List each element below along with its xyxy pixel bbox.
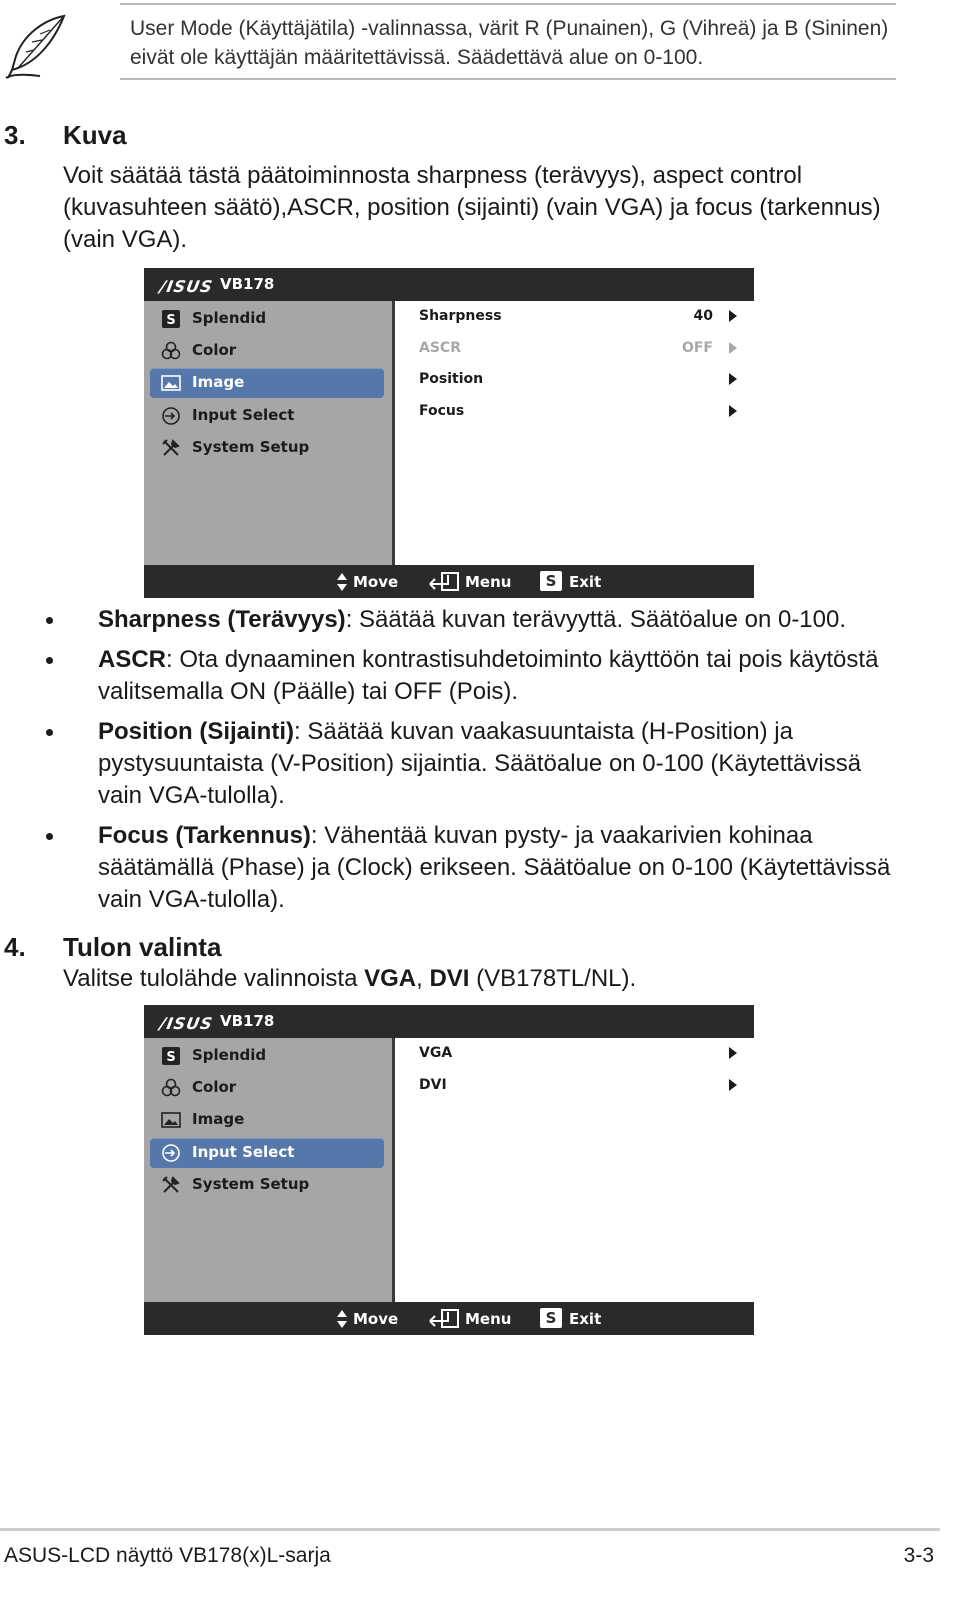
menu-item-splendid[interactable] <box>150 1041 384 1071</box>
menu-label: Image <box>192 373 245 391</box>
section-4-vga: VGA <box>364 965 417 992</box>
osd-options-panel <box>395 1038 754 1302</box>
option-value: OFF <box>681 340 713 356</box>
image-icon <box>161 373 181 393</box>
menu-label: Splendid <box>192 1046 267 1064</box>
bullet-term: ASCR <box>98 646 167 673</box>
footer-rule <box>0 1528 940 1531</box>
menu-label: System Setup <box>192 438 310 456</box>
menu-item-image[interactable] <box>150 368 384 398</box>
svg-text:S: S <box>166 313 176 328</box>
bullet-focus <box>98 820 898 916</box>
osd-options-panel <box>395 301 754 565</box>
bullet-desc: : Ota dynaaminen kontrastisuhdetoiminto käyttöön tai pois käytöstä valitsemalla ON (Päälle) tai OFF (Pois). <box>98 646 879 705</box>
bullet-dot <box>46 833 56 843</box>
menu-enter-icon <box>428 572 460 592</box>
bullet-term: Focus (Tarkennus) <box>98 822 311 849</box>
image-icon <box>161 1110 181 1130</box>
osd-main-menu <box>144 1038 392 1302</box>
menu-label: Input Select <box>192 1143 295 1161</box>
bullet-desc: : Vähentää kuvan pysty- ja vaakarivien kohinaa säätämällä (Phase) ja (Clock) erikseen. Säätöalue on 0-100 (Käytettävissä vain VGA-tulolla). <box>98 822 891 913</box>
option-focus[interactable] <box>419 401 739 423</box>
bullet-position <box>98 716 898 812</box>
osd-model: VB178 <box>220 1012 275 1030</box>
osd-image-menu <box>144 268 754 598</box>
menu-label: Color <box>192 1078 237 1096</box>
tools-icon <box>161 1175 181 1195</box>
section-4-title: Tulon valinta <box>63 932 222 962</box>
color-icon <box>161 341 181 361</box>
option-label: DVI <box>419 1077 447 1093</box>
osd-footer <box>144 565 754 598</box>
footer-move-label: Move <box>353 573 399 591</box>
section-4-body <box>63 963 923 995</box>
osd-model: VB178 <box>220 275 275 293</box>
input-select-icon <box>161 406 181 426</box>
section-4-text: Valitse tulolähde valinnoista <box>63 965 365 992</box>
bullet-dot <box>46 657 56 667</box>
footer-move-label: Move <box>353 1310 399 1328</box>
option-label: ASCR <box>419 340 461 356</box>
option-label: Focus <box>419 403 465 419</box>
footer-exit-label: Exit <box>569 1310 602 1328</box>
exit-s-icon: S <box>540 571 562 591</box>
note-rule-top <box>120 3 896 5</box>
arrow-right-icon <box>729 310 737 322</box>
section-4-number: 4. <box>4 932 26 962</box>
bullet-term: Position (Sijainti) <box>98 718 294 745</box>
color-icon <box>161 1078 181 1098</box>
feather-note-icon <box>4 12 70 80</box>
osd-input-select-menu <box>144 1005 754 1335</box>
note-rule-bottom <box>120 78 896 80</box>
move-arrows-icon <box>336 572 348 592</box>
menu-item-system-setup[interactable] <box>150 433 384 463</box>
bullet-term: Sharpness (Terävyys) <box>98 606 346 633</box>
option-label: Sharpness <box>419 308 502 324</box>
menu-item-image[interactable] <box>150 1105 384 1135</box>
page-number: 3-3 <box>903 1544 934 1567</box>
menu-label: Splendid <box>192 309 267 327</box>
menu-label: Image <box>192 1110 245 1128</box>
option-dvi[interactable] <box>419 1075 739 1097</box>
footer-title: ASUS-LCD näyttö VB178(x)L-sarja <box>4 1544 331 1567</box>
menu-label: Input Select <box>192 406 295 424</box>
section-3-body: Voit säätää tästä päätoiminnosta sharpness (terävyys), aspect control (kuvasuhteen säätö),ASCR, position (sijainti) (vain VGA) ja focus (tarkennus) (vain VGA). <box>63 162 881 253</box>
footer-exit-label: Exit <box>569 573 602 591</box>
menu-item-splendid[interactable] <box>150 304 384 334</box>
option-sharpness[interactable] <box>419 306 739 328</box>
footer-menu-label: Menu <box>465 573 512 591</box>
arrow-right-icon <box>729 1047 737 1059</box>
section-3-number: 3. <box>4 120 26 150</box>
splendid-icon <box>161 1046 181 1066</box>
menu-label: System Setup <box>192 1175 310 1193</box>
option-label: VGA <box>419 1045 453 1061</box>
arrow-right-icon <box>729 342 737 354</box>
bullet-dot <box>46 729 56 739</box>
osd-main-menu <box>144 301 392 565</box>
section-4-suffix: (VB178TL/NL). <box>469 965 637 992</box>
osd-header <box>144 268 754 301</box>
option-vga[interactable] <box>419 1043 739 1065</box>
bullet-desc: : Säätää kuvan vaakasuuntaista (H-Position) ja pystysuuntaista (V-Position) sijaintia. Säätöalue on 0-100 (Käytettävissä vain VGA-tulolla). <box>98 718 862 809</box>
splendid-icon <box>161 309 181 329</box>
arrow-right-icon <box>729 373 737 385</box>
bullet-sharpness <box>98 604 898 636</box>
input-select-icon <box>161 1143 181 1163</box>
note-text: User Mode (Käyttäjätila) -valinnassa, värit R (Punainen), G (Vihreä) ja B (Sininen) eivät ole käyttäjän määritettävissä. Säädettävä alue on 0-100. <box>130 17 889 69</box>
menu-item-color[interactable] <box>150 336 384 366</box>
arrow-right-icon <box>729 1079 737 1091</box>
menu-label: Color <box>192 341 237 359</box>
arrow-right-icon <box>729 405 737 417</box>
section-3-title: Kuva <box>63 120 127 150</box>
asus-logo: /ISUS <box>158 277 215 296</box>
asus-logo: /ISUS <box>158 1014 215 1033</box>
bullet-desc: : Säätää kuvan terävyyttä. Säätöalue on 0-100. <box>345 606 847 633</box>
menu-item-system-setup[interactable] <box>150 1170 384 1200</box>
option-value: 40 <box>693 308 713 324</box>
move-arrows-icon <box>336 1309 348 1329</box>
exit-s-icon: S <box>540 1308 562 1328</box>
menu-item-input-select[interactable] <box>150 401 384 431</box>
osd-header <box>144 1005 754 1038</box>
footer-menu-label: Menu <box>465 1310 512 1328</box>
option-ascr[interactable] <box>419 338 739 360</box>
tools-icon <box>161 438 181 458</box>
option-position[interactable] <box>419 369 739 391</box>
bullet-ascr <box>98 644 898 708</box>
menu-item-color[interactable] <box>150 1073 384 1103</box>
note-block <box>0 0 960 90</box>
bullet-dot <box>46 617 56 627</box>
svg-text:S: S <box>166 1050 176 1065</box>
osd-footer <box>144 1302 754 1335</box>
section-4-comma: , <box>416 965 430 992</box>
menu-enter-icon <box>428 1309 460 1329</box>
menu-item-input-select[interactable] <box>150 1138 384 1168</box>
section-4-dvi: DVI <box>429 965 470 992</box>
option-label: Position <box>419 371 484 387</box>
